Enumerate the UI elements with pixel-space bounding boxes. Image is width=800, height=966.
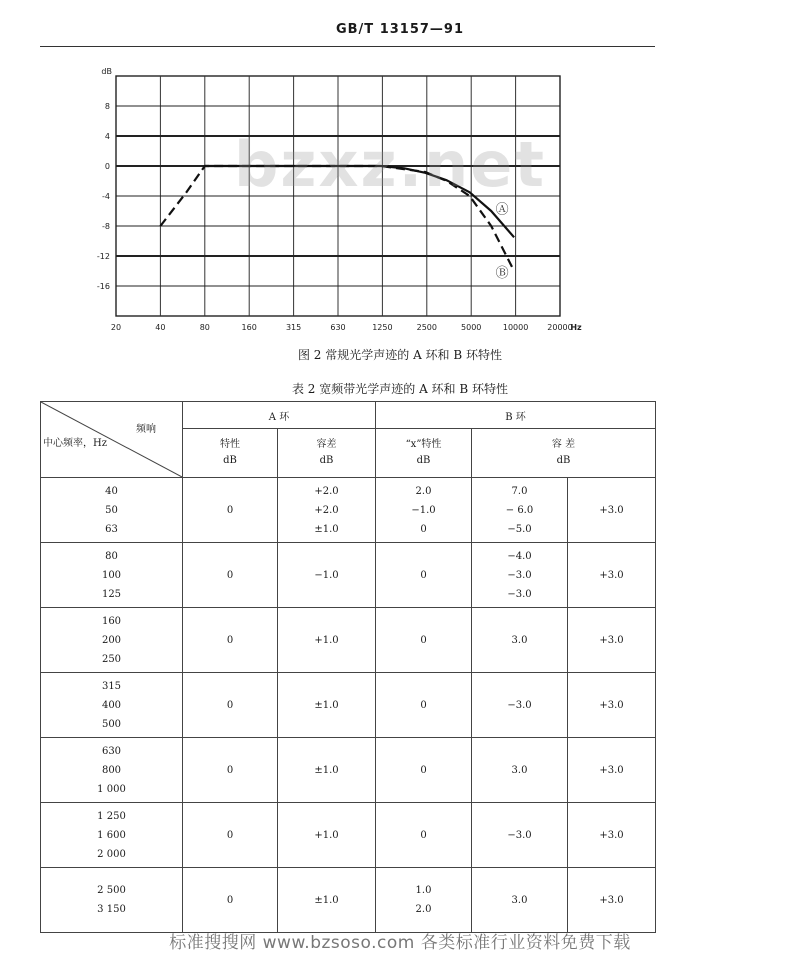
x-tick-label: 1250 [372, 323, 393, 332]
cell-frequency [41, 673, 183, 738]
cell-b-characteristic [376, 543, 472, 608]
cell-b-characteristic [376, 608, 472, 673]
b-tolerance-value: 3.0 [511, 634, 528, 646]
x-tick-label: 20 [110, 323, 122, 332]
cell-b-characteristic [376, 868, 472, 933]
b-tolerance-value: −3.0 [507, 829, 532, 841]
x-tick-label: 80 [199, 323, 210, 332]
frequency-value: 500 [101, 718, 122, 730]
x-axis-unit: Hz [570, 323, 582, 332]
a-tolerance-value: ±1.0 [314, 764, 339, 776]
cell-frequency [41, 608, 183, 673]
corner-label-response: 频响 [136, 424, 156, 435]
table-row [41, 803, 656, 868]
cell-b-tolerance-high: +3.0 [568, 738, 656, 803]
x-tick-label: 10000 [502, 323, 529, 332]
cell-a-characteristic: 0 [183, 608, 278, 673]
col-a-characteristic: 特性 dB [183, 429, 278, 478]
document-header: GB/T 13157—91 [335, 22, 465, 37]
a-tolerance-value: +2.0 [314, 504, 339, 516]
b-characteristic-value: −1.0 [411, 504, 436, 516]
cell-b-tolerance-high: +3.0 [568, 543, 656, 608]
x-tick-label: 20000 [547, 323, 573, 332]
footer-site-banner: 标准搜搜网 www.bzsoso.com 各类标准行业资料免费下载 [169, 933, 631, 953]
frequency-value: 1 000 [97, 783, 126, 795]
frequency-value: 200 [101, 634, 122, 646]
a-tolerance-value: +1.0 [314, 634, 339, 646]
cell-b-tolerance-low [472, 738, 568, 803]
series-label-a: Ⓐ [495, 202, 509, 218]
ring-characteristics-table [40, 401, 656, 933]
b-characteristic-value: 0 [420, 523, 427, 535]
b-characteristic-value: 0 [420, 569, 427, 581]
table-row [41, 543, 656, 608]
table-row [41, 608, 656, 673]
cell-a-characteristic: 0 [183, 478, 278, 543]
b-characteristic-value: 0 [420, 634, 427, 646]
b-tolerance-value: − 6.0 [505, 504, 534, 516]
y-tick-label: -12 [96, 252, 110, 261]
frequency-value: 63 [105, 523, 118, 535]
cell-b-tolerance-low [472, 478, 568, 543]
table-row [41, 478, 656, 543]
a-tolerance-value: +2.0 [314, 485, 339, 497]
y-axis-unit: dB [101, 67, 112, 76]
series-line-a [205, 166, 514, 237]
b-characteristic-value: 2.0 [415, 485, 432, 497]
ring-b-header: B 环 [376, 402, 656, 429]
cell-b-characteristic [376, 738, 472, 803]
cell-b-tolerance-high: +3.0 [568, 608, 656, 673]
frequency-value: 3 150 [97, 904, 126, 915]
cell-frequency [41, 803, 183, 868]
b-tolerance-value: −3.0 [507, 699, 532, 711]
cell-b-tolerance-low [472, 803, 568, 868]
cell-a-tolerance [278, 803, 376, 868]
b-characteristic-value: 0 [420, 699, 427, 711]
cell-frequency [41, 738, 183, 803]
b-characteristic-value: 0 [420, 764, 427, 776]
table-row [41, 673, 656, 738]
cell-a-characteristic: 0 [183, 868, 278, 933]
a-tolerance-value: ±1.0 [314, 894, 339, 906]
frequency-value: 40 [105, 485, 118, 497]
corner-header-cell [41, 402, 183, 478]
cell-b-tolerance-high: +3.0 [568, 673, 656, 738]
x-tick-label: 315 [285, 323, 302, 332]
cell-a-tolerance [278, 738, 376, 803]
watermark-text: bzxz.net [234, 128, 546, 201]
cell-a-tolerance [278, 868, 376, 933]
cell-a-tolerance [278, 543, 376, 608]
b-tolerance-value: 3.0 [511, 894, 528, 906]
cell-b-tolerance-high: +3.0 [568, 803, 656, 868]
x-tick-label: 40 [155, 323, 166, 332]
frequency-value: 250 [101, 653, 122, 665]
y-tick-label: -8 [102, 222, 110, 231]
cell-b-tolerance-low [472, 608, 568, 673]
cell-a-tolerance [278, 478, 376, 543]
ring-a-header: A 环 [183, 402, 376, 429]
y-tick-label: 4 [104, 132, 110, 141]
cell-a-characteristic: 0 [183, 543, 278, 608]
frequency-value: 1 250 [97, 810, 126, 822]
y-tick-label: 8 [104, 102, 110, 111]
cell-a-tolerance [278, 608, 376, 673]
x-tick-label: 630 [330, 323, 346, 332]
a-tolerance-value: +1.0 [314, 829, 339, 841]
b-characteristic-value: 0 [420, 829, 427, 841]
cell-b-characteristic [376, 803, 472, 868]
col-a-tolerance: 容差 dB [278, 429, 376, 478]
frequency-value: 630 [101, 745, 122, 757]
b-tolerance-value: −3.0 [507, 569, 532, 581]
a-tolerance-value: ±1.0 [314, 523, 339, 535]
cell-b-tolerance-high: +3.0 [568, 478, 656, 543]
table-title: 表 2 宽频带光学声迹的 A 环和 B 环特性 [291, 382, 508, 396]
cell-a-characteristic: 0 [183, 673, 278, 738]
series-label-b: Ⓑ [495, 266, 509, 281]
b-characteristic-value: 2.0 [415, 904, 432, 915]
cell-frequency [41, 478, 183, 543]
cell-b-tolerance-low [472, 868, 568, 933]
frequency-value: 80 [105, 550, 118, 562]
cell-a-tolerance [278, 673, 376, 738]
cell-frequency [41, 868, 183, 933]
frequency-value: 2 000 [97, 848, 126, 860]
cell-b-tolerance-low [472, 673, 568, 738]
cell-b-tolerance-low [472, 543, 568, 608]
a-tolerance-value: −1.0 [314, 569, 339, 581]
frequency-value: 315 [101, 680, 122, 692]
b-tolerance-value: 7.0 [511, 485, 528, 497]
x-tick-label: 160 [241, 323, 257, 332]
corner-label-frequency: 中心频率，Hz [43, 438, 107, 449]
b-tolerance-value: −3.0 [507, 588, 532, 600]
frequency-value: 1 600 [97, 829, 126, 841]
frequency-value: 800 [101, 764, 122, 776]
frequency-value: 2 500 [97, 885, 126, 896]
cell-b-tolerance-high: +3.0 [568, 868, 656, 933]
frequency-value: 160 [101, 615, 122, 627]
y-tick-label: -4 [102, 192, 110, 201]
cell-b-characteristic [376, 478, 472, 543]
col-b-characteristic: “x”特性 dB [376, 429, 472, 478]
cell-frequency [41, 543, 183, 608]
b-tolerance-value: −4.0 [507, 550, 532, 562]
header-rule [40, 46, 655, 47]
x-tick-label: 2500 [416, 323, 437, 332]
frequency-value: 400 [101, 699, 122, 711]
table-row [41, 868, 656, 933]
x-tick-label: 5000 [461, 323, 482, 332]
cell-b-characteristic [376, 673, 472, 738]
frequency-value: 100 [101, 569, 122, 581]
y-tick-label: -16 [96, 282, 110, 291]
figure-caption: 图 2 常规光学声迹的 A 环和 B 环特性 [297, 348, 502, 362]
b-tolerance-value: −5.0 [507, 523, 532, 535]
a-tolerance-value: ±1.0 [314, 699, 339, 711]
table-row [41, 738, 656, 803]
y-tick-label: 0 [104, 162, 110, 171]
col-b-tolerance: 容 差 dB [472, 429, 656, 478]
b-tolerance-value: 3.0 [511, 764, 528, 776]
b-characteristic-value: 1.0 [415, 885, 432, 896]
frequency-response-chart [70, 62, 610, 332]
cell-a-characteristic: 0 [183, 803, 278, 868]
frequency-value: 125 [101, 588, 122, 600]
frequency-value: 50 [105, 504, 118, 516]
cell-a-characteristic: 0 [183, 738, 278, 803]
